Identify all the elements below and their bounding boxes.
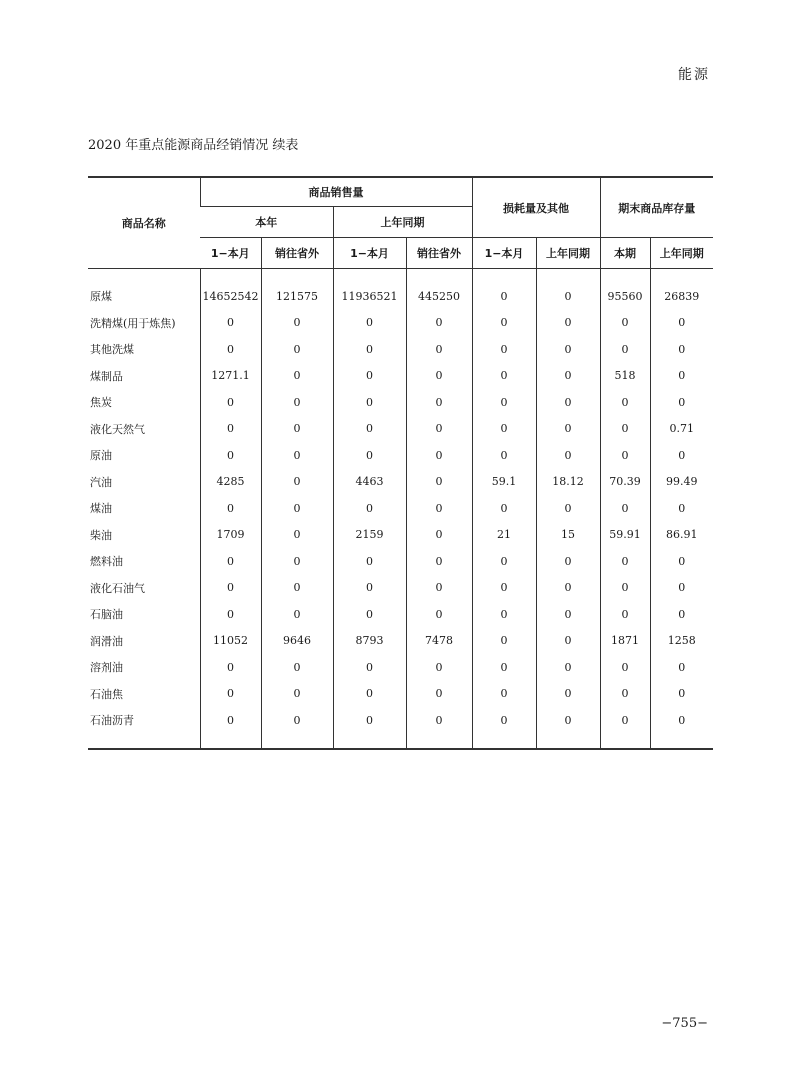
table-cell: 0 [261, 548, 333, 575]
col-subheader: 上年同期 [650, 238, 713, 269]
row-name: 柴油 [90, 528, 112, 542]
table-cell: 0 [536, 336, 600, 363]
table-cell: 0 [333, 416, 406, 443]
table-row [88, 681, 713, 708]
col-subheader: 销往省外 [406, 238, 472, 269]
table-cell: 0 [200, 548, 261, 575]
table-cell: 0 [536, 389, 600, 416]
table-cell: 0 [650, 681, 713, 708]
table-cell: 0 [600, 389, 650, 416]
table-cell: 1709 [200, 522, 261, 549]
table-cell: 0 [650, 389, 713, 416]
table-cell: 0 [472, 416, 536, 443]
table-cell: 0 [333, 442, 406, 469]
table-cell: 0 [650, 548, 713, 575]
table-cell: 0 [333, 389, 406, 416]
table-cell: 0 [600, 548, 650, 575]
table-cell: 0 [261, 654, 333, 681]
table-cell: 18.12 [536, 469, 600, 496]
table-cell: 0 [536, 495, 600, 522]
table-row [88, 601, 713, 628]
table-cell: 11052 [200, 628, 261, 655]
table-row [88, 548, 713, 575]
table-cell: 0 [406, 389, 472, 416]
table-cell: 0 [536, 601, 600, 628]
row-name: 汽油 [90, 475, 112, 489]
table-row [88, 469, 713, 496]
table-cell: 121575 [261, 283, 333, 310]
table-cell: 0 [536, 575, 600, 602]
table-cell: 0 [406, 522, 472, 549]
table-cell: 0 [200, 310, 261, 337]
table-cell: 0 [406, 548, 472, 575]
row-name: 溶剂油 [90, 661, 123, 675]
table-cell: 0 [650, 707, 713, 734]
col-subheader: 上年同期 [536, 238, 600, 269]
table-cell: 0 [261, 336, 333, 363]
table-cell: 2159 [333, 522, 406, 549]
col-group-last-year: 上年同期 [333, 207, 472, 238]
table-row [88, 363, 713, 390]
col-subheader: 1−本月 [200, 238, 261, 269]
table-title: 2020 年重点能源商品经销情况 续表 [88, 138, 299, 153]
table-cell: 0 [650, 575, 713, 602]
table-cell: 1271.1 [200, 363, 261, 390]
table-cell: 99.49 [650, 469, 713, 496]
row-name: 石油沥青 [90, 714, 134, 728]
table-cell: 0 [200, 601, 261, 628]
table-cell: 0 [536, 548, 600, 575]
row-name: 煤油 [90, 502, 112, 516]
table-row [88, 336, 713, 363]
table-cell: 0 [600, 495, 650, 522]
table-cell: 26839 [650, 283, 713, 310]
table-cell: 0 [472, 707, 536, 734]
table-cell: 0 [261, 310, 333, 337]
table-cell: 0 [472, 628, 536, 655]
table-cell: 0 [600, 601, 650, 628]
table-cell: 7478 [406, 628, 472, 655]
table-cell: 0 [200, 416, 261, 443]
col-subheader: 销往省外 [261, 238, 333, 269]
table-cell: 0 [406, 363, 472, 390]
col-subheader: 1−本月 [472, 238, 536, 269]
table-cell: 0 [333, 601, 406, 628]
table-cell: 0 [536, 283, 600, 310]
table-cell: 0 [472, 363, 536, 390]
table-cell: 0 [472, 495, 536, 522]
table-cell: 0 [261, 389, 333, 416]
table-row [88, 310, 713, 337]
table-cell: 0 [261, 442, 333, 469]
spacer-row [88, 734, 713, 749]
row-name: 石油焦 [90, 687, 123, 701]
table-cell: 0 [200, 707, 261, 734]
table-row [88, 575, 713, 602]
table-cell: 0 [472, 283, 536, 310]
table-cell: 0 [536, 310, 600, 337]
table-cell: 0 [650, 495, 713, 522]
table-row [88, 442, 713, 469]
table-cell: 0 [200, 575, 261, 602]
table-cell: 1258 [650, 628, 713, 655]
table-row [88, 389, 713, 416]
table-cell: 0 [600, 416, 650, 443]
table-cell: 0 [472, 548, 536, 575]
table-row [88, 522, 713, 549]
table-cell: 0 [333, 681, 406, 708]
table-cell: 0 [472, 654, 536, 681]
table-row [88, 628, 713, 655]
table-cell: 0 [536, 416, 600, 443]
table-cell: 70.39 [600, 469, 650, 496]
energy-sales-table [88, 176, 713, 750]
table-cell: 0 [650, 601, 713, 628]
table-cell: 0 [600, 310, 650, 337]
table-row [88, 416, 713, 443]
col-subheader: 本期 [600, 238, 650, 269]
row-name: 洗精煤(用于炼焦) [90, 316, 176, 330]
table-cell: 0 [406, 442, 472, 469]
table-cell: 9646 [261, 628, 333, 655]
table-cell: 0 [650, 654, 713, 681]
table-cell: 0.71 [650, 416, 713, 443]
table-cell: 0 [406, 416, 472, 443]
table-cell: 1871 [600, 628, 650, 655]
table-cell: 86.91 [650, 522, 713, 549]
table-cell: 0 [406, 601, 472, 628]
table-cell: 518 [600, 363, 650, 390]
table-row [88, 654, 713, 681]
table-cell: 21 [472, 522, 536, 549]
table-cell: 0 [406, 654, 472, 681]
table-cell: 0 [406, 707, 472, 734]
table-cell: 0 [200, 654, 261, 681]
table-cell: 0 [333, 654, 406, 681]
row-name: 液化天然气 [90, 422, 145, 436]
table-cell: 0 [333, 336, 406, 363]
table-cell: 0 [200, 336, 261, 363]
row-name: 焦炭 [90, 396, 112, 410]
col-group-this-year: 本年 [200, 207, 333, 238]
table-cell: 0 [333, 363, 406, 390]
table-cell: 0 [333, 310, 406, 337]
table-cell: 0 [333, 495, 406, 522]
table-row [88, 707, 713, 734]
table-cell: 0 [406, 469, 472, 496]
table-cell: 0 [650, 363, 713, 390]
table-cell: 8793 [333, 628, 406, 655]
table-cell: 0 [472, 442, 536, 469]
table-cell: 0 [406, 495, 472, 522]
table-cell: 0 [536, 681, 600, 708]
table-cell: 4463 [333, 469, 406, 496]
table-cell: 0 [600, 654, 650, 681]
table-cell: 11936521 [333, 283, 406, 310]
table-cell: 0 [472, 601, 536, 628]
table-cell: 0 [600, 681, 650, 708]
table-cell: 4285 [200, 469, 261, 496]
row-name: 液化石油气 [90, 581, 145, 595]
table-cell: 0 [406, 575, 472, 602]
table-cell: 0 [600, 336, 650, 363]
table-cell: 0 [261, 495, 333, 522]
row-name: 燃料油 [90, 555, 123, 569]
table-cell: 0 [261, 363, 333, 390]
table-cell: 0 [333, 707, 406, 734]
page-number: −755− [661, 1016, 708, 1031]
table-cell: 14652542 [200, 283, 261, 310]
table-cell: 0 [536, 707, 600, 734]
spacer-row [88, 269, 713, 284]
table-cell: 0 [650, 310, 713, 337]
table-cell: 0 [261, 575, 333, 602]
table-cell: 95560 [600, 283, 650, 310]
col-subheader: 1−本月 [333, 238, 406, 269]
data-table-wrapper [88, 176, 713, 750]
table-row [88, 495, 713, 522]
table-cell: 0 [333, 575, 406, 602]
table-cell: 0 [472, 310, 536, 337]
col-group-stock: 期末商品库存量 [600, 177, 713, 238]
table-cell: 0 [200, 681, 261, 708]
table-cell: 0 [600, 442, 650, 469]
table-cell: 0 [200, 495, 261, 522]
table-cell: 0 [472, 389, 536, 416]
table-cell: 15 [536, 522, 600, 549]
row-name: 润滑油 [90, 634, 123, 648]
table-row [88, 283, 713, 310]
table-cell: 0 [261, 681, 333, 708]
table-cell: 0 [536, 363, 600, 390]
table-cell: 0 [650, 442, 713, 469]
table-cell: 59.1 [472, 469, 536, 496]
table-cell: 0 [472, 681, 536, 708]
table-cell: 0 [261, 469, 333, 496]
col-group-loss: 损耗量及其他 [472, 177, 600, 238]
table-cell: 0 [200, 442, 261, 469]
table-cell: 0 [600, 707, 650, 734]
row-name: 其他洗煤 [90, 343, 134, 357]
section-label: 能源 [678, 67, 710, 83]
col-group-sales: 商品销售量 [200, 177, 472, 207]
row-name: 原油 [90, 449, 112, 463]
table-cell: 0 [536, 628, 600, 655]
table-cell: 0 [261, 522, 333, 549]
table-cell: 0 [406, 310, 472, 337]
row-name: 煤制品 [90, 369, 123, 383]
table-cell: 0 [472, 575, 536, 602]
table-cell: 0 [333, 548, 406, 575]
table-cell: 445250 [406, 283, 472, 310]
row-name: 石脑油 [90, 608, 123, 622]
table-cell: 0 [536, 654, 600, 681]
table-cell: 0 [406, 336, 472, 363]
table-cell: 0 [472, 336, 536, 363]
table-cell: 0 [261, 707, 333, 734]
table-cell: 0 [650, 336, 713, 363]
table-cell: 0 [261, 416, 333, 443]
table-cell: 0 [200, 389, 261, 416]
table-cell: 0 [261, 601, 333, 628]
table-cell: 0 [536, 442, 600, 469]
table-cell: 0 [406, 681, 472, 708]
table-cell: 59.91 [600, 522, 650, 549]
table-cell: 0 [600, 575, 650, 602]
row-name: 原煤 [90, 290, 112, 304]
col-header-name: 商品名称 [88, 177, 200, 269]
